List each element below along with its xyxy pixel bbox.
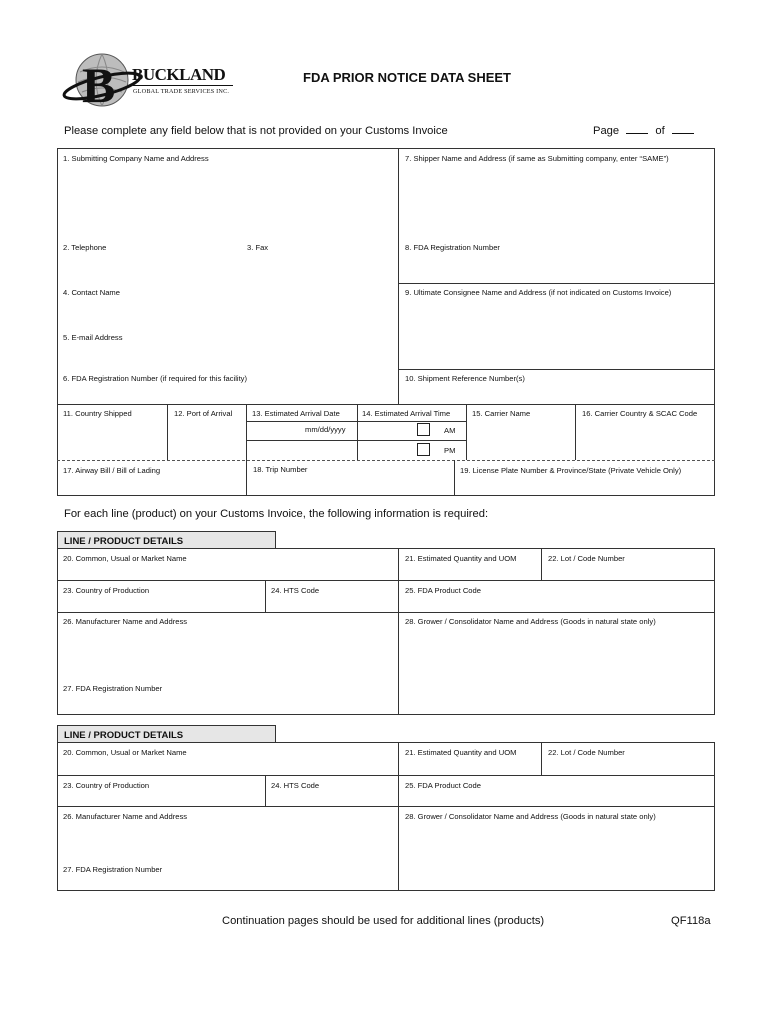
field-trip-number[interactable]: 18. Trip Number [253,465,308,474]
field-manufacturer[interactable]: 26. Manufacturer Name and Address [63,617,188,626]
field-common-name[interactable]: 20. Common, Usual or Market Name [63,748,187,757]
instruction-text: Please complete any field below that is not provided on your Customs Invoice [64,125,448,137]
field-telephone[interactable]: 2. Telephone [63,243,107,252]
field-fda-registration[interactable]: 8. FDA Registration Number [405,243,500,252]
page-total-blank[interactable] [672,133,694,134]
form-code: QF118a [671,915,711,927]
field-carrier-name[interactable]: 15. Carrier Name [472,409,531,418]
field-ultimate-consignee[interactable]: 9. Ultimate Consignee Name and Address (if not indicated on Customs Invoice) [405,288,672,297]
field-line-fda-registration[interactable]: 27. FDA Registration Number [63,865,163,874]
date-format-hint: mm/dd/yyyy [305,425,346,434]
field-carrier-country-scac[interactable]: 16. Carrier Country & SCAC Code [582,409,698,418]
field-fax[interactable]: 3. Fax [247,243,269,252]
logo-subtitle: GLOBAL TRADE SERVICES INC. [133,88,230,95]
line-section-2-header: LINE / PRODUCT DETAILS [57,725,276,742]
field-country-of-production[interactable]: 23. Country of Production [63,586,150,595]
page-number-field [593,125,694,137]
field-lot-code[interactable]: 22. Lot / Code Number [548,554,625,563]
field-estimated-quantity[interactable]: 21. Estimated Quantity and UOM [405,748,517,757]
logo-brand: BUCKLAND [132,65,226,84]
field-fda-product-code[interactable]: 25. FDA Product Code [405,586,481,595]
svg-text:B: B [82,57,116,113]
field-estimated-quantity[interactable]: 21. Estimated Quantity and UOM [405,554,517,563]
page-title: FDA PRIOR NOTICE DATA SHEET [303,70,511,85]
field-lot-code[interactable]: 22. Lot / Code Number [548,748,625,757]
logo-divider [133,85,233,86]
field-country-of-production[interactable]: 23. Country of Production [63,781,150,790]
of-label: of [655,125,665,137]
field-submitting-company[interactable]: 1. Submitting Company Name and Address [63,154,209,163]
footer-note: Continuation pages should be used for additional lines (products) [222,915,545,927]
field-line-fda-registration[interactable]: 27. FDA Registration Number [63,684,163,693]
field-fda-product-code[interactable]: 25. FDA Product Code [405,781,481,790]
field-manufacturer[interactable]: 26. Manufacturer Name and Address [63,812,188,821]
field-shipper-name[interactable]: 7. Shipper Name and Address (if same as Submitting company, enter “SAME”) [405,154,669,163]
pm-checkbox[interactable] [417,443,430,456]
field-estimated-arrival-date[interactable]: 13. Estimated Arrival Date [252,409,340,418]
field-port-of-arrival[interactable]: 12. Port of Arrival [174,409,233,418]
field-license-plate[interactable]: 19. License Plate Number & Province/State (Private Vehicle Only) [460,466,682,475]
field-contact-name[interactable]: 4. Contact Name [63,288,120,297]
page-number-blank[interactable] [626,133,648,134]
am-label: AM [444,426,456,435]
line-intro-text: For each line (product) on your Customs Invoice, the following information is required: [64,508,489,520]
field-hts-code[interactable]: 24. HTS Code [271,781,320,790]
field-fda-registration-facility[interactable]: 6. FDA Registration Number (if required for this facility) [63,374,247,383]
field-grower-consolidator[interactable]: 28. Grower / Consolidator Name and Address (Goods in natural state only) [405,812,656,821]
page-label: Page [593,125,620,137]
globe-b-logo-icon [62,50,142,114]
field-country-shipped[interactable]: 11. Country Shipped [63,409,132,418]
field-email[interactable]: 5. E-mail Address [63,333,123,342]
field-airway-bill[interactable]: 17. Airway Bill / Bill of Lading [63,466,161,475]
field-common-name[interactable]: 20. Common, Usual or Market Name [63,554,187,563]
pm-label: PM [444,446,456,455]
field-grower-consolidator[interactable]: 28. Grower / Consolidator Name and Address (Goods in natural state only) [405,617,656,626]
field-shipment-reference[interactable]: 10. Shipment Reference Number(s) [405,374,525,383]
company-logo [62,50,242,114]
field-hts-code[interactable]: 24. HTS Code [271,586,320,595]
line-section-1-header: LINE / PRODUCT DETAILS [57,531,276,548]
am-checkbox[interactable] [417,423,430,436]
field-estimated-arrival-time[interactable]: 14. Estimated Arrival Time [362,409,451,418]
shipment-grid [57,148,715,496]
